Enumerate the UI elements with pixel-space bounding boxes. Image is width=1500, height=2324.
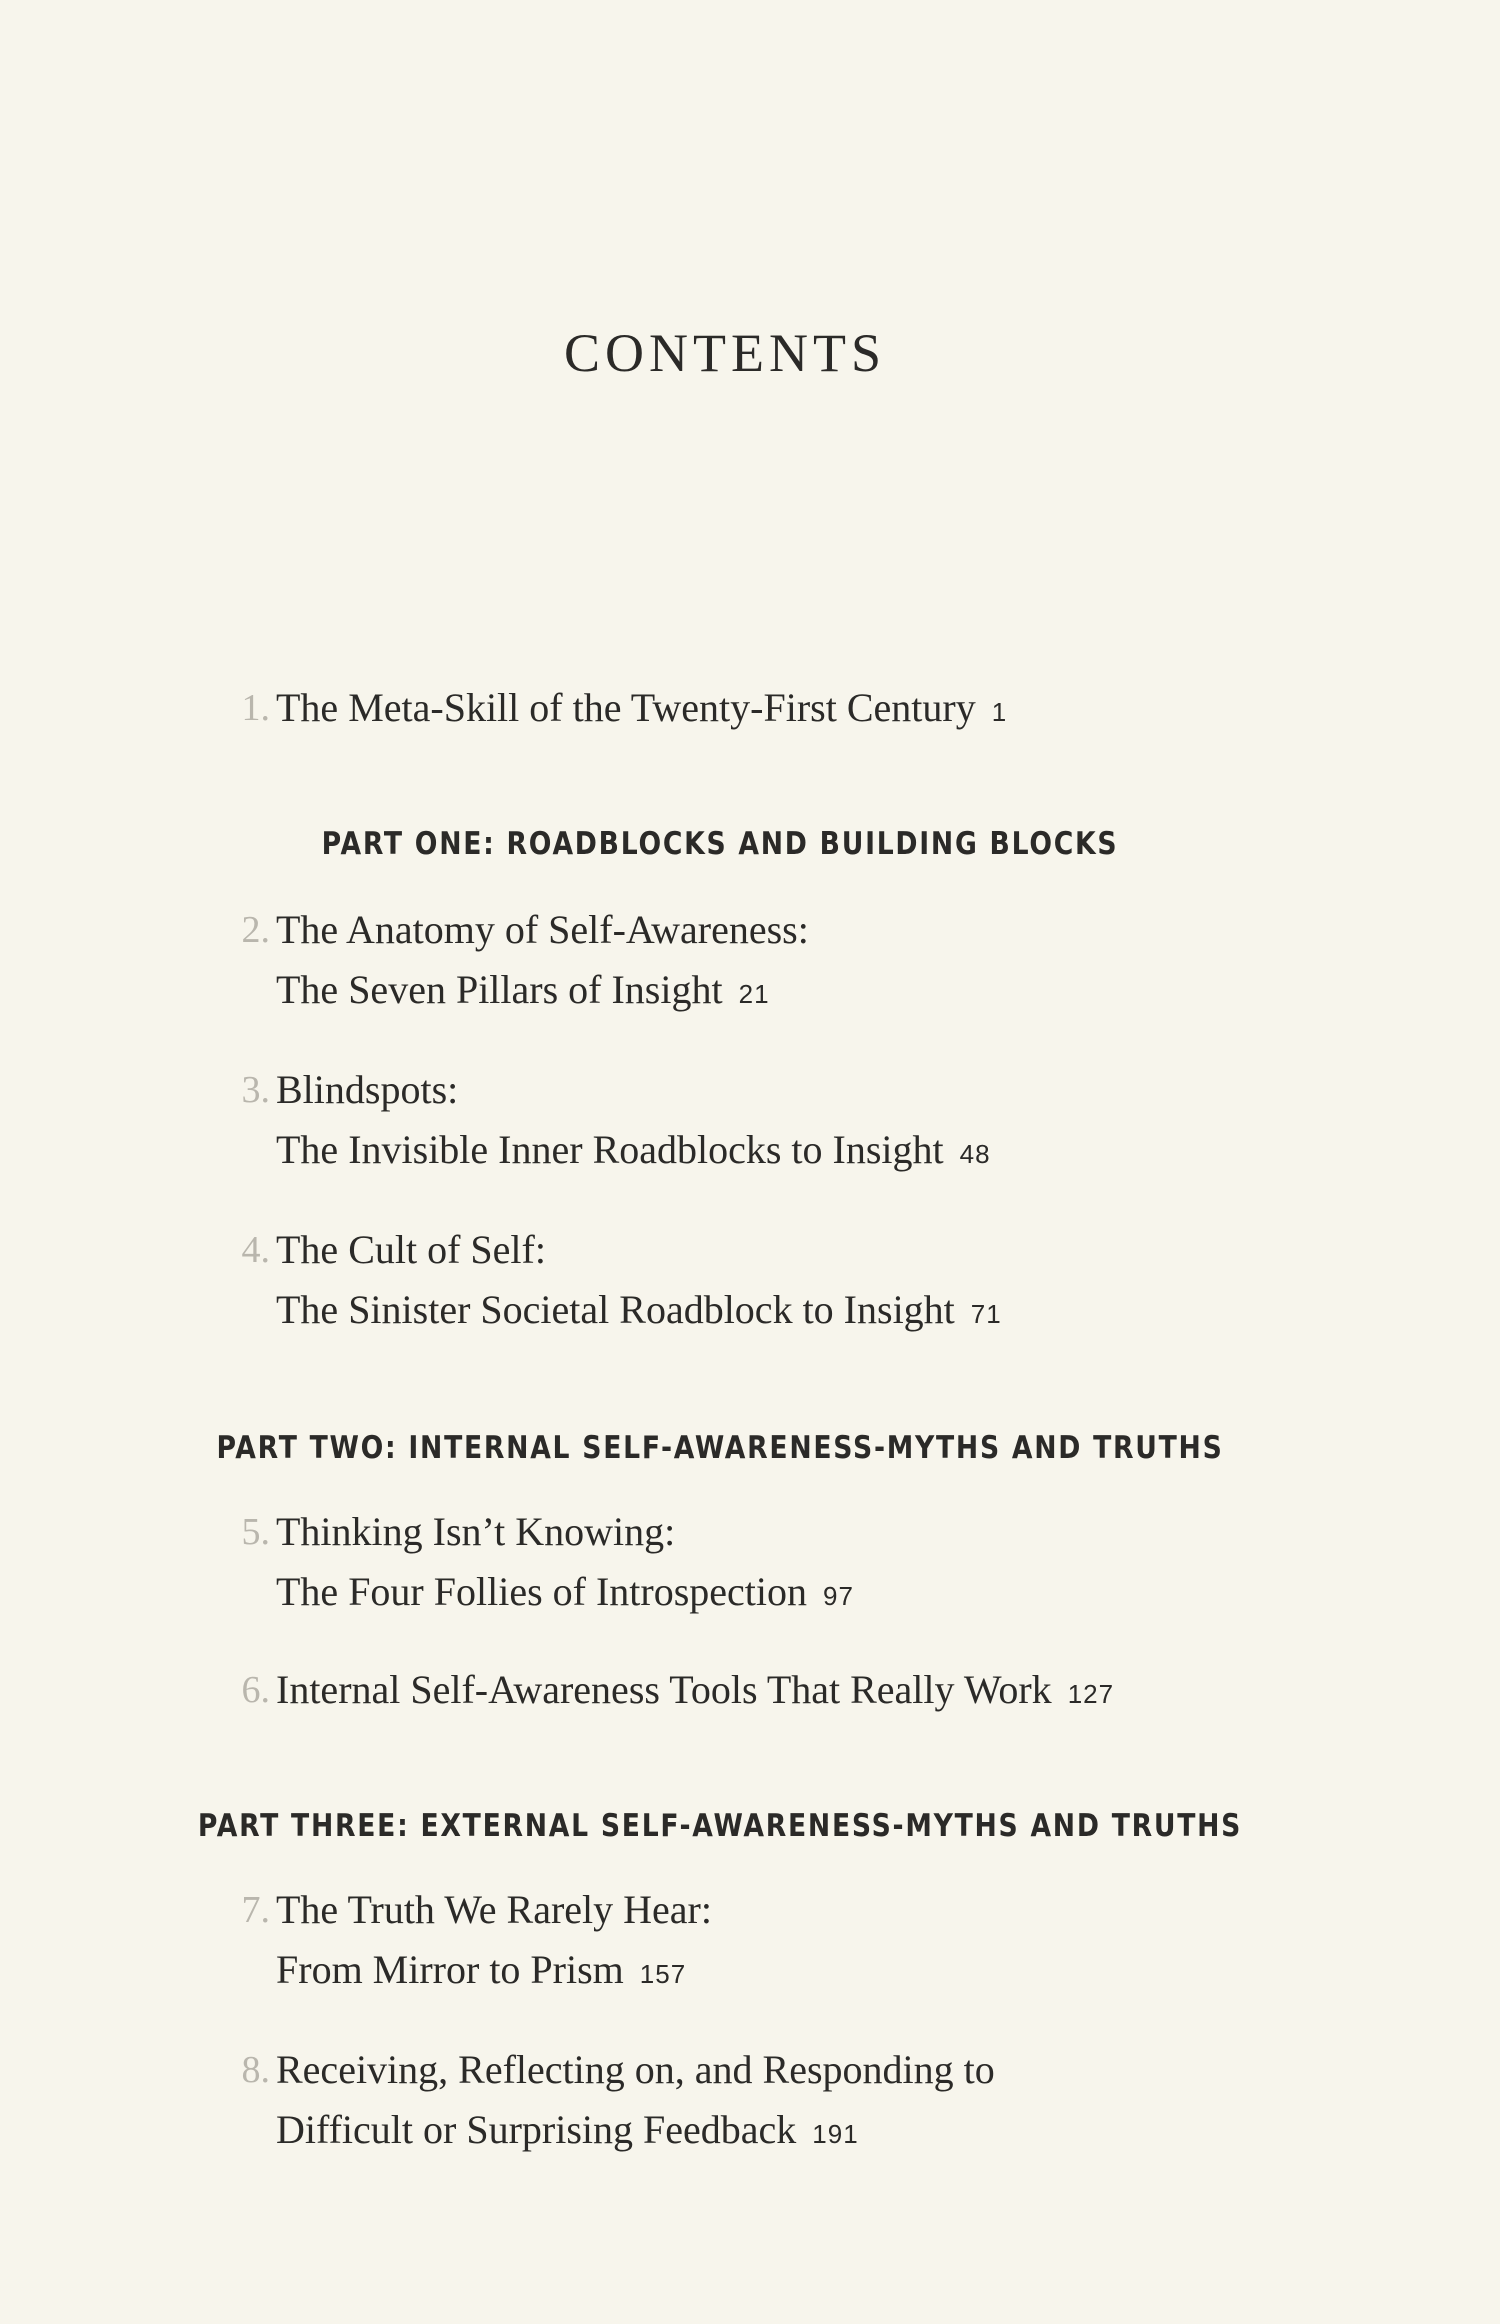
- chapter-subtitle: The Seven Pillars of Insight: [276, 967, 723, 1012]
- chapter-number: 1.: [241, 687, 270, 729]
- chapter-number: 4.: [241, 1229, 270, 1271]
- chapter-subtitle: The Sinister Societal Roadblock to Insight: [276, 1287, 955, 1332]
- chapter-title: Blindspots:: [276, 1067, 459, 1112]
- chapter-number: 7.: [241, 1889, 270, 1931]
- page-number: 191: [812, 2119, 859, 2149]
- page-number: 21: [738, 979, 770, 1009]
- chapter-title: The Anatomy of Self-Awareness:: [276, 907, 809, 952]
- chapter-subtitle: From Mirror to Prism: [276, 1947, 624, 1992]
- page-title: CONTENTS: [564, 323, 886, 383]
- part-heading-two: PART TWO: INTERNAL SELF-AWARENESS-MYTHS AND TRUTHS: [216, 1430, 1224, 1466]
- chapter-title: The Truth We Rarely Hear:: [276, 1887, 712, 1932]
- page-number: 71: [970, 1299, 1002, 1329]
- part-heading-one: PART ONE: ROADBLOCKS AND BUILDING BLOCKS: [321, 826, 1119, 862]
- chapter-number: 3.: [241, 1069, 270, 1111]
- chapter-title: The Cult of Self:: [276, 1227, 546, 1272]
- chapter-number: 6.: [241, 1669, 270, 1711]
- page-number: 97: [823, 1581, 854, 1611]
- chapter-title: Internal Self-Awareness Tools That Really Work: [276, 1667, 1052, 1712]
- chapter-title: Thinking Isn’t Knowing:: [276, 1509, 676, 1554]
- chapter-title: Receiving, Reflecting on, and Responding to: [276, 2047, 995, 2092]
- page-number: 127: [1067, 1679, 1115, 1709]
- page-number: 48: [959, 1139, 991, 1169]
- chapter-title: The Meta-Skill of the Twenty-First Century: [276, 685, 976, 730]
- chapter-number: 2.: [241, 909, 270, 951]
- part-heading-three: PART THREE: EXTERNAL SELF-AWARENESS-MYTHS AND TRUTHS: [197, 1808, 1243, 1844]
- chapter-subtitle: The Invisible Inner Roadblocks to Insight: [276, 1127, 944, 1172]
- chapter-subtitle: The Four Follies of Introspection: [276, 1569, 808, 1614]
- page-number: 157: [639, 1959, 687, 1989]
- chapter-subtitle: Difficult or Surprising Feedback: [276, 2107, 797, 2152]
- page-number: 1: [991, 697, 1008, 727]
- chapter-number: 8.: [241, 2049, 270, 2091]
- chapter-number: 5.: [241, 1511, 270, 1553]
